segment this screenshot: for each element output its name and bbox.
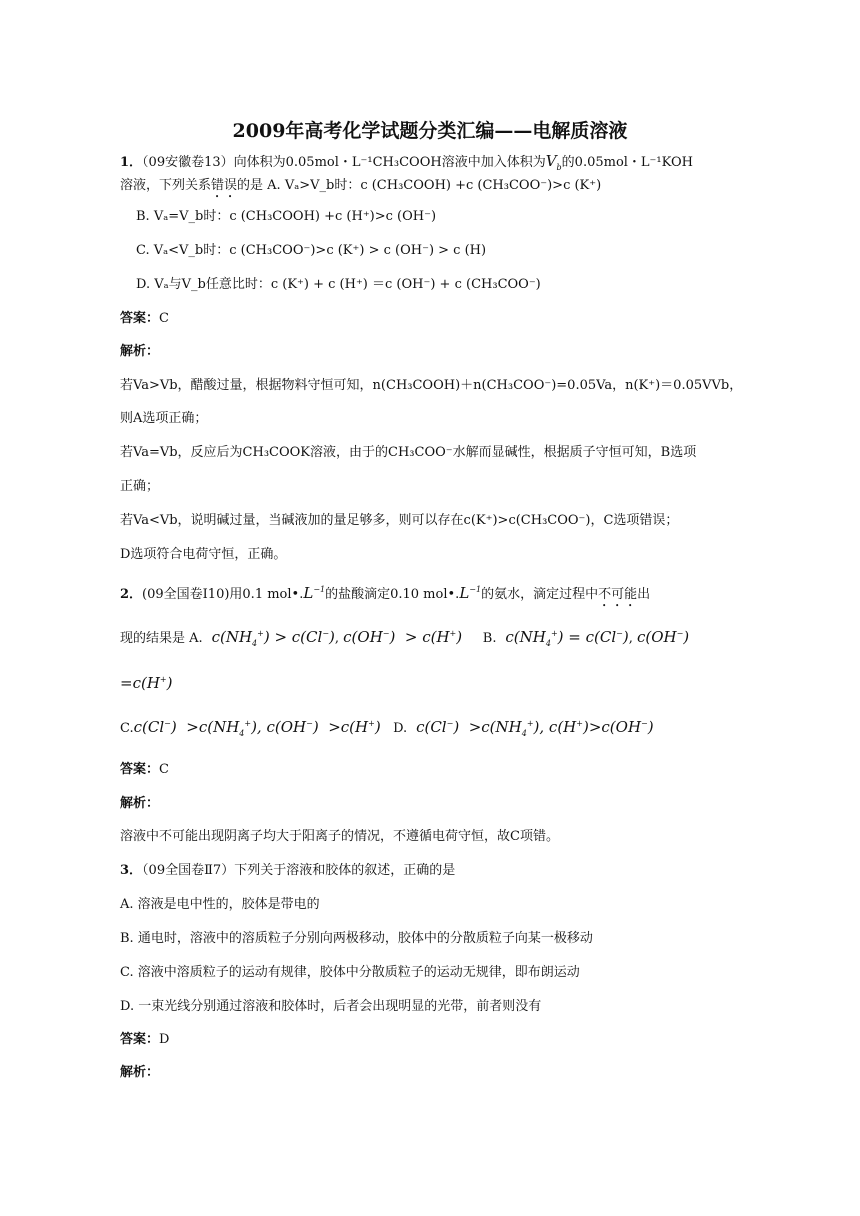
q1-stem-line2: 溶液，下列关系错误的是 A. Vₐ>V_b时：c (CH₃COOH) +c (CH₃COO⁻)>c (K⁺) (120, 178, 602, 193)
q3-number: 3． (120, 863, 143, 878)
q1-vb-symbol: $V_b$ (545, 152, 562, 172)
q2-option-d-formula: $c(Cl^-) >c(NH_4^+)$, c(H+)>c(OH−) (411, 718, 654, 738)
q2-stem-line3: =c(H+) (120, 674, 173, 692)
q3-analysis-label: 解析： (120, 1065, 160, 1080)
q3-answer: 答案：D (120, 1032, 170, 1047)
q1-analysis-line4: 正确； (120, 479, 160, 494)
q1-analysis-line1: 若Va>Vb，醋酸过量，根据物料守恒可知，n(CH₃COOH)＋n(CH₃COO⁻)=0.05Va，n(K⁺)＝0.05VVb， (120, 378, 743, 393)
q3-option-d: D. 一束光线分别通过溶液和胶体时，后者会出现明显的光带，前者则没有 (120, 999, 542, 1014)
q1-analysis-line2: 则A选项正确； (120, 411, 208, 426)
q1-number: 1． (120, 155, 143, 170)
q2-option-a-formula: $c(NH_4^+) > c(Cl^-)$ (206, 628, 335, 648)
q2-number: 2． (120, 587, 143, 602)
q2-emphasis: 不可能 (598, 587, 638, 602)
q3-option-a: A. 溶液是电中性的，胶体是带电的 (120, 897, 320, 912)
q1-stem-line1: 1．（09安徽卷13）向体积为0.05mol・L⁻¹CH₃COOH溶液中加入体积为$V_b$的0.05mol・L⁻¹KOH (120, 152, 693, 172)
q3-option-c: C. 溶液中溶质粒子的运动有规律，胶体中分散质粒子的运动无规律，即布朗运动 (120, 965, 580, 980)
q3-option-b: B. 通电时，溶液中的溶质粒子分别向两极移动，胶体中的分散质粒子向某一极移动 (120, 931, 593, 946)
q3-stem: 3．（09全国卷Ⅱ7）下列关于溶液和胶体的叙述，正确的是 (120, 863, 456, 878)
q2-stem-line2: 现的结果是 A. $c(NH_4^+) > c(Cl^-)$, c(OH−) > c(H+) B. $c(NH_4^+) = c(Cl^-)$, c(OH−) (120, 628, 690, 648)
document-title: 2009年高考化学试题分类汇编——电解质溶液 (232, 120, 628, 142)
q2-stem-line1: 2．(09全国卷Ⅰ10)用0.1 $mol•.L^{-1}$的盐酸滴定0.10 $mol•.L^{-1}$的氨水，滴定过程中不可能出 (120, 584, 651, 602)
q1-analysis-line3: 若Va=Vb，反应后为CH₃COOK溶液，由于的CH₃COO⁻水解而显碱性，根据质子守恒可知，B选项 (120, 445, 697, 460)
q2-options-c-d: $C.c(Cl^-) >c(NH_4^+)$, c(OH−) >c(H+) D. $c(Cl^-) >c(NH_4^+)$, c(H+)>c(OH−) (120, 718, 654, 738)
q2-answer: 答案：C (120, 762, 169, 777)
q1-answer: 答案：C (120, 311, 169, 326)
q1-emphasis: 错误 (211, 178, 238, 193)
q2-analysis: 溶液中不可能出现阴离子均大于阳离子的情况，不遵循电荷守恒，故C项错。 (120, 829, 559, 844)
q1-option-c: C. Vₐ<V_b时：c (CH₃COO⁻)>c (K⁺) > c (OH⁻) > c (H) (136, 243, 487, 258)
q1-option-b: B. Vₐ=V_b时：c (CH₃COOH) +c (H⁺)>c (OH⁻) (136, 209, 437, 224)
q1-analysis-label: 解析： (120, 344, 160, 359)
q2-option-b-formula: $c(NH_4^+) = c(Cl^-)$ (500, 628, 629, 648)
q1-analysis-line5: 若Va<Vb，说明碱过量，当碱液加的量足够多，则可以存在c(K⁺)>c(CH₃COO⁻)，C选项错误； (120, 513, 679, 528)
q2-analysis-label: 解析： (120, 796, 160, 811)
q1-option-d: D. Vₐ与V_b任意比时：c (K⁺) + c (H⁺) ＝c (OH⁻) + c (CH₃COO⁻) (136, 277, 541, 292)
q2-option-c-formula: $c(Cl^-) >c(NH_4^+)$, c(OH−) >c(H+) (133, 718, 381, 738)
q1-analysis-line6: D选项符合电荷守恒，正确。 (120, 547, 287, 562)
